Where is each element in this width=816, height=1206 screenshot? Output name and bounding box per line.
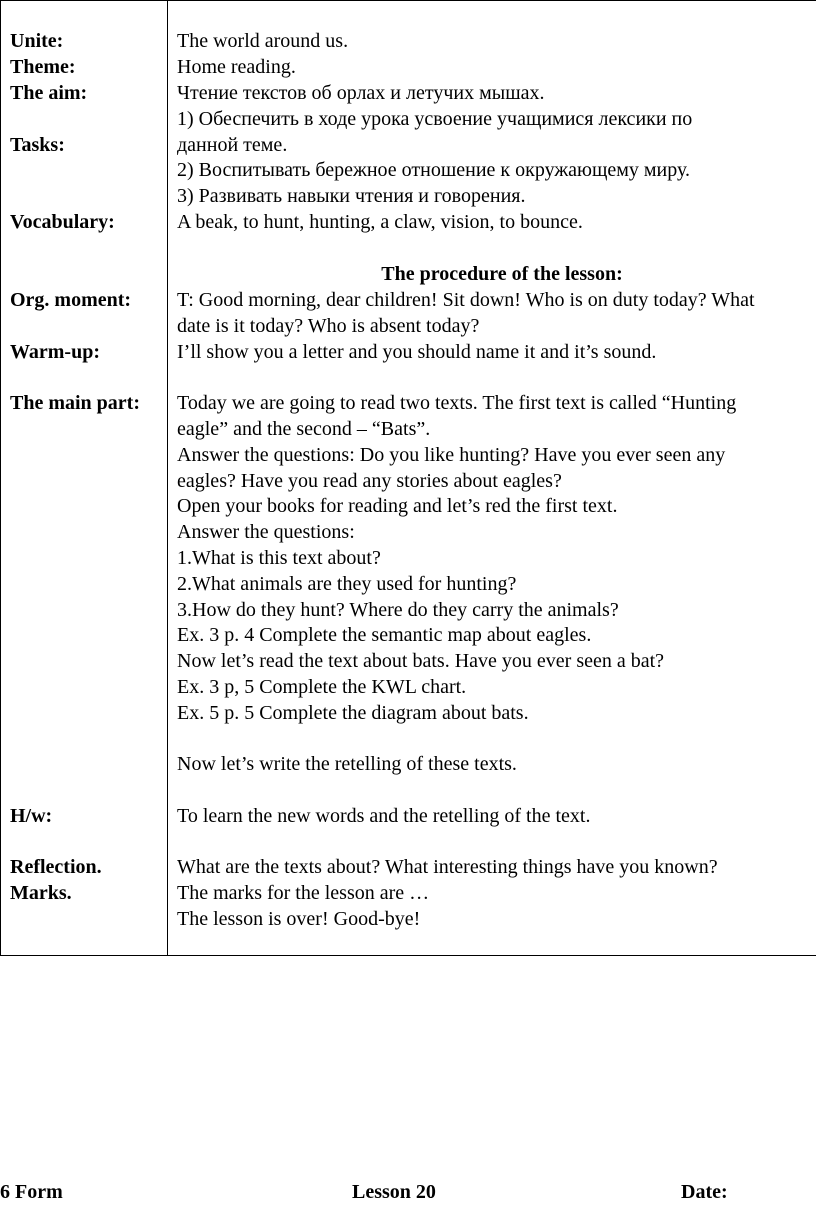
reflection-line: The marks for the lesson are … xyxy=(177,882,430,904)
main-line: 2.What animals are they used for hunting? xyxy=(177,573,517,595)
org-line: date is it today? Who is absent today? xyxy=(177,315,480,337)
label-vocabulary: Vocabulary: xyxy=(10,211,115,233)
main-line: Ex. 5 p. 5 Complete the diagram about bats. xyxy=(177,702,529,724)
main-line: eagle” and the second – “Bats”. xyxy=(177,418,431,440)
label-homework: H/w: xyxy=(10,805,53,827)
procedure-heading: The procedure of the lesson: xyxy=(381,263,623,285)
label-aim: The aim: xyxy=(10,82,88,104)
task-line: 3) Развивать навыки чтения и говорения. xyxy=(177,185,526,207)
footer-form: 6 Form xyxy=(0,1181,63,1203)
main-line: 1.What is this text about? xyxy=(177,547,381,569)
label-marks: Marks. xyxy=(10,882,72,904)
main-line: eagles? Have you read any stories about eagles? xyxy=(177,470,562,492)
main-line: Now let’s read the text about bats. Have you ever seen a bat? xyxy=(177,650,665,672)
task-line: 2) Воспитывать бережное отношение к окружающему миру. xyxy=(177,159,690,181)
label-main-part: The main part: xyxy=(10,392,140,414)
label-unite: Unite: xyxy=(10,30,64,52)
homework-text: To learn the new words and the retelling of the text. xyxy=(177,805,591,827)
main-line: Today we are going to read two texts. The first text is called “Hunting xyxy=(177,392,737,414)
retelling-text: Now let’s write the retelling of these texts. xyxy=(177,753,517,775)
org-line: T: Good morning, dear children! Sit down! Who is on duty today? What xyxy=(177,289,755,311)
label-theme: Theme: xyxy=(10,56,76,78)
footer-lesson: Lesson 20 xyxy=(352,1181,436,1203)
label-tasks: Tasks: xyxy=(10,134,65,156)
vocabulary-text: A beak, to hunt, hunting, a claw, vision, to bounce. xyxy=(177,211,583,233)
unite-text: The world around us. xyxy=(177,30,349,52)
task-line: данной теме. xyxy=(177,134,288,156)
main-line: Ex. 3 p. 4 Complete the semantic map about eagles. xyxy=(177,624,592,646)
main-line: Answer the questions: Do you like hunting? Have you ever seen any xyxy=(177,444,726,466)
reflection-line: The lesson is over! Good-bye! xyxy=(177,908,421,930)
footer-date: Date: xyxy=(681,1181,728,1203)
column-divider xyxy=(167,0,168,956)
theme-text: Home reading. xyxy=(177,56,296,78)
main-line: Ex. 3 p, 5 Complete the KWL chart. xyxy=(177,676,467,698)
label-reflection: Reflection. xyxy=(10,856,102,878)
warm-up-text: I’ll show you a letter and you should name it and it’s sound. xyxy=(177,341,657,363)
label-warm-up: Warm-up: xyxy=(10,341,100,363)
main-line: Answer the questions: xyxy=(177,521,355,543)
main-line: Open your books for reading and let’s red the first text. xyxy=(177,495,618,517)
reflection-line: What are the texts about? What interesting things have you known? xyxy=(177,856,718,878)
main-line: 3.How do they hunt? Where do they carry the animals? xyxy=(177,599,619,621)
aim-text: Чтение текстов об орлах и летучих мышах. xyxy=(177,82,545,104)
task-line: 1) Обеспечить в ходе урока усвоение учащимися лексики по xyxy=(177,108,693,130)
label-org-moment: Org. moment: xyxy=(10,289,132,311)
